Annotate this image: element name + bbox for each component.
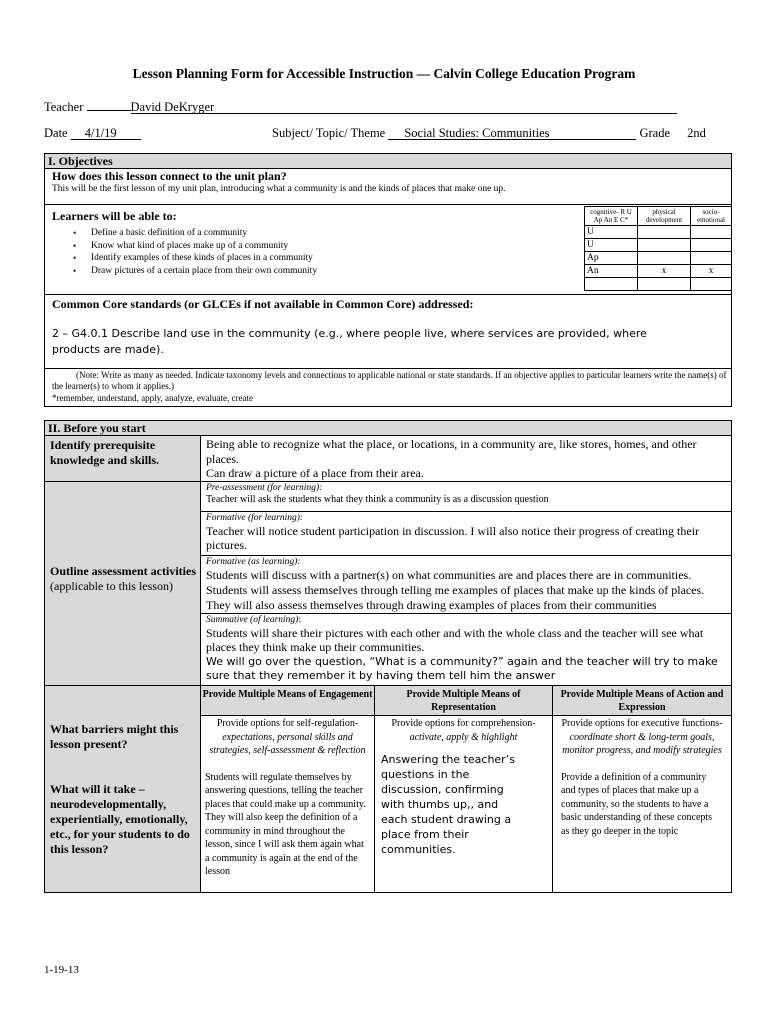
formative-as-text: Students will discuss with a partner(s) on what communities are and places there are in communities. Students will assess themselves through telling me examples of places that make up the kinds of places. They will also assess themselves through drawing examples of places from their communities <box>206 568 705 612</box>
engagement-lead: Provide options for self-regulation- <box>216 718 359 729</box>
summative-text: Students will share their pictures with each other and with the whole class and the teacher will see what places they think make up their communities. <box>206 626 704 654</box>
col-physical: physical development <box>638 207 691 226</box>
table-cell <box>691 239 732 252</box>
teacher-line <box>44 97 677 115</box>
table-cell <box>638 239 691 252</box>
list-item: • Define a basic definition of a community <box>45 227 317 240</box>
action-body: Provide a definition of a community and types of places that make up a community, so the students to have a basic understanding of these concepts as they go deeper in the topic <box>561 771 713 837</box>
taxonomy-table <box>584 206 732 291</box>
engagement-header: Provide Multiple Means of Engagement <box>201 686 375 716</box>
list-item: • Know what kind of places make up of a community <box>45 240 317 253</box>
what-will-it-take-question: What will it take – neurodevelopmentally, experientially, emotionally, etc., for your students to do this lesson? <box>50 782 190 856</box>
table-cell: U <box>585 226 638 239</box>
table-cell <box>638 252 691 265</box>
assessment-label: Outline assessment activities <box>50 564 196 578</box>
summative-cell: Summative (of learning): Students will share their pictures with each other and with the whole class and the teacher will see what places they think make up their communities. We will go over the question, “What is a community?” again and the teacher will try to make sure that they remember it by having them tell him the answer <box>201 614 731 686</box>
barriers-question: What barriers might this lesson present? <box>50 722 179 751</box>
formative-as-cell <box>201 556 731 614</box>
representation-lead: Provide options for comprehension- <box>391 718 536 729</box>
before-section <box>44 420 732 893</box>
action-cell <box>553 716 731 892</box>
summative-label: Summative (of learning) <box>206 615 299 625</box>
list-item: • Draw pictures of a certain place from their own community <box>45 265 317 278</box>
table-cell <box>691 226 732 239</box>
assessment-label-cell <box>45 482 201 686</box>
connect-question: How does this lesson connect to the unit plan? <box>52 169 287 183</box>
formative-for-text: Teacher will notice student participation in discussion. I will also notice their progress of creating their pictures. <box>206 524 700 552</box>
assessment-sublabel: (applicable to this lesson) <box>50 579 173 593</box>
subject-line <box>272 126 706 141</box>
pre-assessment-text: Teacher will ask the students what they think a community is as a discussion question <box>206 494 549 505</box>
table-cell: x <box>638 265 691 278</box>
representation-cell <box>375 716 553 892</box>
engagement-cell <box>201 716 375 892</box>
objectives-header: I. Objectives <box>45 154 731 169</box>
connect-answer: This will be the first lesson of my unit plan, introducing what a community is and the kinds of places that make one up. <box>52 184 506 194</box>
grade-value: 2nd <box>687 126 706 140</box>
learners-label: Learners will be able to: <box>52 209 177 223</box>
col-socio: socio- emotional <box>691 207 732 226</box>
subject-label: Subject/ Topic/ Theme <box>272 126 386 140</box>
table-cell: x <box>691 265 732 278</box>
objectives-list <box>45 227 317 277</box>
date-value: 4/1/19 <box>84 126 117 140</box>
table-cell <box>691 252 732 265</box>
representation-body: Answering the teacher’s questions in the discussion, confirming with thumbs up,, and each student drawing a place from their communities. <box>381 753 515 856</box>
teacher-value: David DeKryger <box>130 100 215 114</box>
table-cell: An <box>585 265 638 278</box>
table-cell <box>638 226 691 239</box>
pre-assessment-cell <box>201 482 731 512</box>
objectives-section <box>44 153 732 407</box>
formative-for-cell <box>201 512 731 556</box>
note-footer: *remember, understand, apply, analyze, evaluate, create <box>52 393 253 403</box>
standards-label: Common Core standards (or GLCEs if not available in Common Core) addressed: <box>52 297 474 311</box>
engagement-body: Students will regulate themselves by answering questions, telling the teacher places that could make up a community. They will also keep the definition of a community in mind throughout the lesson, since I will ask them again what a community is again at the end of the lesson <box>205 771 366 877</box>
subject-field[interactable] <box>388 126 636 140</box>
summative-text-2: We will go over the question, “What is a community?” again and the teacher will try to make sure that they remember it by having them tell him the answer <box>206 655 718 682</box>
representation-header: Provide Multiple Means of Representation <box>375 686 553 716</box>
table-cell <box>691 278 732 291</box>
before-header: II. Before you start <box>45 421 731 436</box>
prereq-label: Identify prerequisite knowledge and skills. <box>50 438 160 467</box>
action-lead: Provide options for executive functions- <box>561 718 723 729</box>
action-italic: coordinate short & long-term goals, monitor progress, and modify strategies <box>562 731 722 756</box>
action-header: Provide Multiple Means of Action and Expression <box>553 686 731 716</box>
subject-value: Social Studies: Communities <box>404 126 550 140</box>
prereq-text-cell <box>201 436 731 482</box>
prereq-text: Being able to recognize what the place, or locations, in a community are, like stores, homes, and other places. <box>206 437 697 466</box>
list-item: • Identify examples of these kinds of places in a community <box>45 252 317 265</box>
barriers-label-cell <box>45 686 201 892</box>
pre-assessment-label: Pre-assessment (for learning): <box>206 483 323 493</box>
table-cell: U <box>585 239 638 252</box>
grade-label: Grade <box>639 126 671 140</box>
date-label: Date <box>44 126 68 140</box>
formative-as-label: Formative (as learning): <box>206 557 301 567</box>
formative-for-label: Formative (for learning): <box>206 513 304 523</box>
prereq-text-2: Can draw a picture of a place from their area. <box>206 466 424 480</box>
footer-date: 1-19-13 <box>44 964 79 976</box>
prereq-label-cell <box>45 436 201 482</box>
representation-italic: activate, apply & highlight <box>409 731 518 743</box>
table-cell: Ap <box>585 252 638 265</box>
teacher-label: Teacher <box>44 100 84 114</box>
col-cognitive: cognitive- R U Ap An E C* <box>585 207 638 226</box>
teacher-field[interactable] <box>131 100 677 114</box>
engagement-italic: expectations, personal skills and strategies, self-assessment & reflection <box>209 731 366 756</box>
date-line <box>44 126 141 141</box>
note-text: (Note: Write as many as needed. Indicate taxonomy levels and connections to applicable national or state standards. If an objective applies to particular learners write the name(s) of the learner(s) to whom it applies.) <box>52 370 727 391</box>
page-title: Lesson Planning Form for Accessible Instruction — Calvin College Education Program <box>132 66 636 81</box>
table-cell <box>585 278 638 291</box>
date-field[interactable] <box>71 126 141 140</box>
table-cell <box>638 278 691 291</box>
standards-text: 2 – G4.0.1 Describe land use in the community (e.g., where people live, where services are provided, where products are made). <box>52 327 647 356</box>
